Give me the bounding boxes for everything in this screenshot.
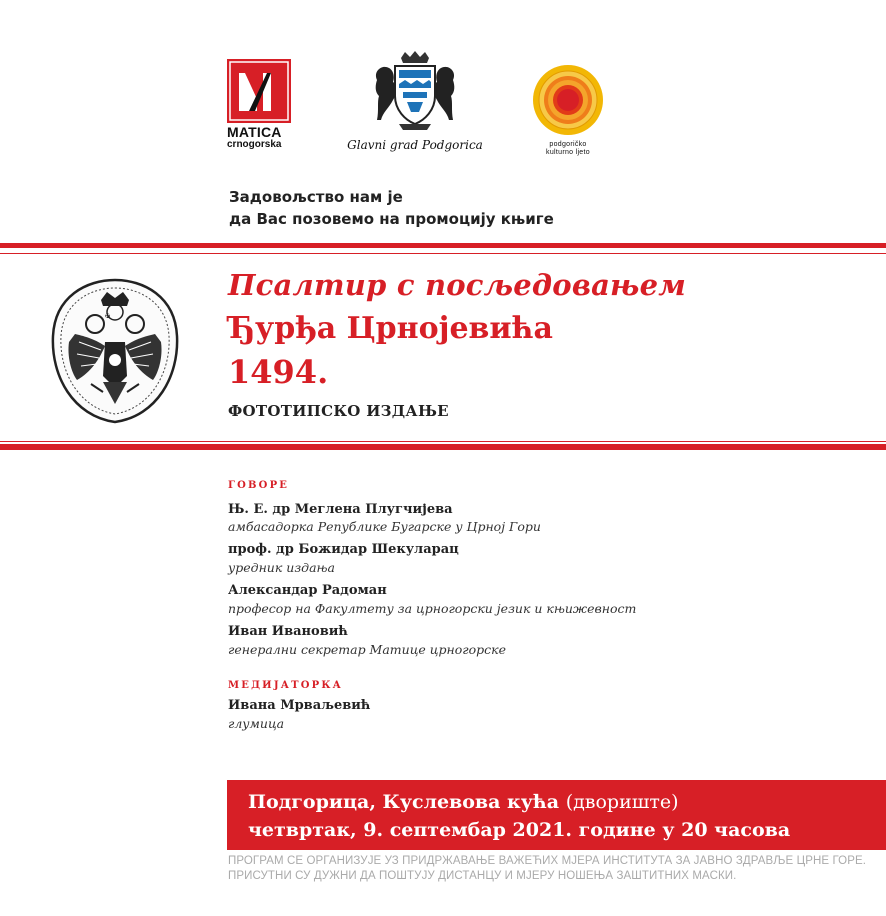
- top-rule-thin: [0, 253, 886, 254]
- health-notice-line-2: ПРИСУТНИ СУ ДУЖНИ ДА ПОШТУЈУ ДИСТАНЦУ И МЈЕРУ НОШЕЊА ЗАШТИТНИХ МАСКИ.: [228, 870, 737, 882]
- moderator-role: глумица: [228, 716, 285, 731]
- moderator-label: МЕДИЈАТОРКА: [228, 680, 344, 691]
- book-title-year: 1494.: [228, 353, 329, 391]
- invitation-intro: [229, 186, 554, 230]
- podgorica-coat-of-arms-icon: [369, 50, 461, 132]
- bottom-rule: [0, 444, 886, 450]
- kulturno-ljeto-logo: [526, 63, 610, 157]
- speaker-name: Иван Ивановић: [228, 624, 348, 639]
- speakers-label: ГОВОРЕ: [228, 480, 290, 491]
- speaker-name: Александар Радоман: [228, 583, 387, 598]
- svg-text:✠: ✠: [105, 313, 111, 320]
- event-banner: [227, 780, 886, 850]
- speaker-role: професор на Факултету за црногорски језик и књижевност: [228, 601, 637, 616]
- speaker-role: уредник издања: [228, 560, 335, 575]
- book-title-line-2: Ђурђа Црнојевића: [228, 311, 553, 346]
- event-datetime: четвртак, 9. септембар 2021. године у 20 часова: [248, 819, 791, 841]
- matica-name: MATICA: [227, 124, 282, 140]
- ko-label-1: podgoričko: [549, 141, 587, 148]
- speaker-role: генерални секретар Матице црногорске: [228, 642, 506, 657]
- event-place-detail: (двориште): [565, 791, 679, 813]
- intro-line-1: Задовољство нам је: [229, 188, 403, 206]
- matica-mark-icon: [227, 59, 291, 123]
- ko-label-2: kulturno ljeto: [546, 149, 590, 156]
- book-title-line-1: Псалтир с посљедовањем: [228, 268, 687, 302]
- sun-circles-icon: [531, 63, 605, 137]
- speaker-name: Њ. Е. др Меглена Плугчијева: [228, 502, 453, 517]
- top-rule: [0, 243, 886, 248]
- podgorica-label: Glavni grad Podgorica: [347, 138, 483, 152]
- matica-subname: crnogorska: [227, 139, 282, 150]
- speaker-role: амбасадорка Републике Бугарске у Црној Гори: [228, 519, 541, 534]
- book-subtitle: ФОТОТИПСКО ИЗДАЊЕ: [228, 402, 449, 420]
- health-notice-line-1: ПРОГРАМ СЕ ОРГАНИЗУЈЕ УЗ ПРИДРЖАВАЊЕ ВАЖЕЋИХ МЈЕРА ИНСТИТУТА ЗА ЈАВНО ЗДРАВЉЕ ЦРНЕ ГОРЕ.: [228, 855, 867, 867]
- moderator-name: Ивана Мрваљевић: [228, 698, 371, 713]
- podgorica-logo: [340, 50, 490, 152]
- double-eagle-emblem-icon: [47, 276, 183, 430]
- speaker-name: проф. др Божидар Шекуларац: [228, 542, 459, 557]
- event-place-line: [248, 791, 679, 813]
- intro-line-2: да Вас позовемо на промоцију књиге: [229, 210, 554, 228]
- event-place: Подгорица, Куслевова кућа: [248, 791, 560, 813]
- matica-logo: [227, 59, 293, 150]
- bottom-rule-thin: [0, 441, 886, 442]
